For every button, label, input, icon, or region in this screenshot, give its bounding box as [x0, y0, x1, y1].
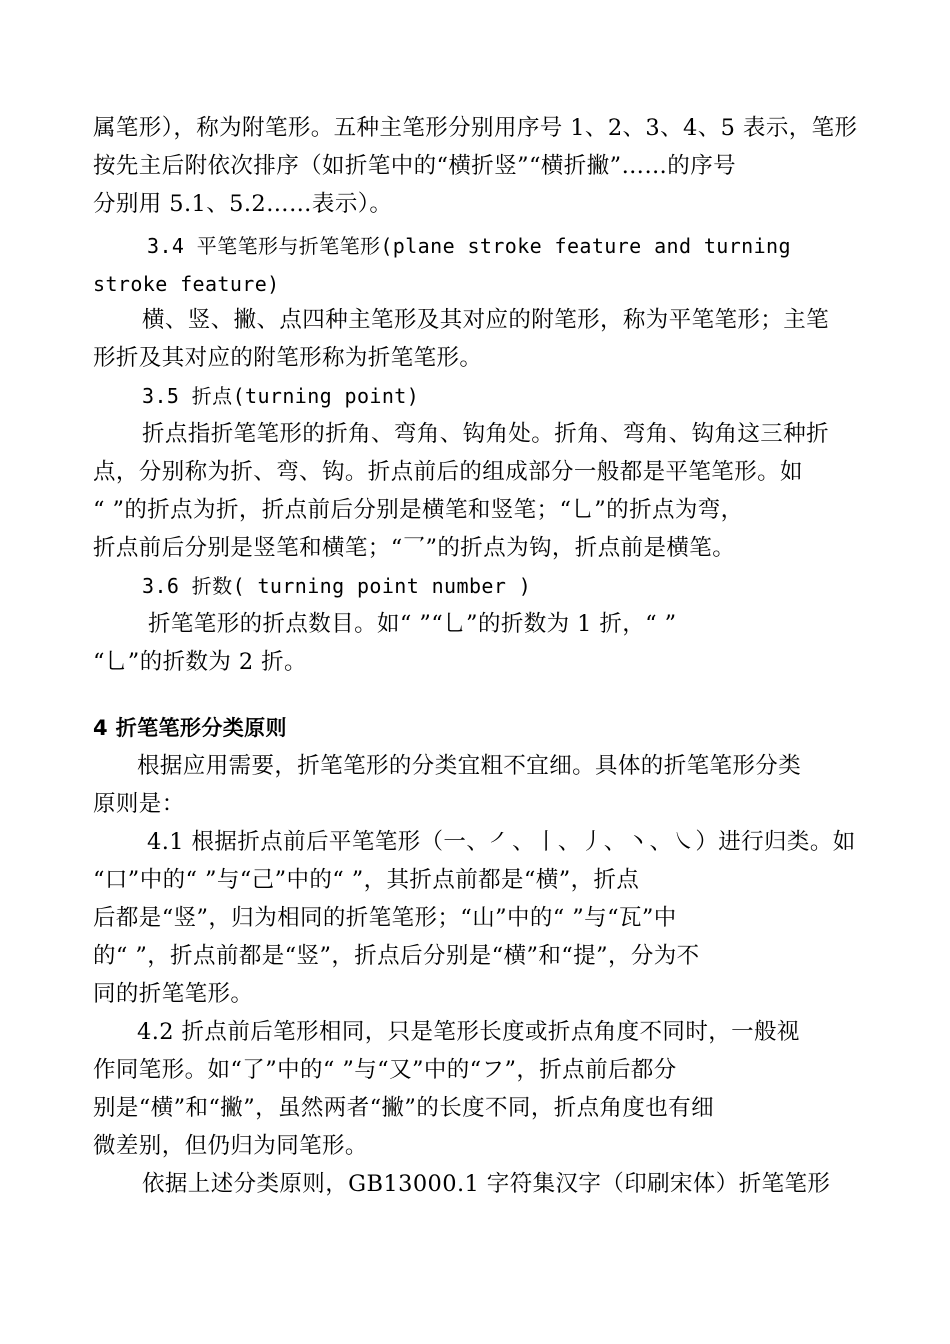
paragraph-line: 作同笔形。如“了”中的“ ”与“又”中的“フ”，折点前后都分: [93, 1057, 677, 1083]
section-heading-3-4: 3.4 平笔笔形与折笔笔形(plane stroke feature and turning: [147, 234, 791, 258]
section-heading-3-4-continued: stroke feature): [93, 272, 280, 296]
paragraph-line: 4.2 折点前后笔形相同，只是笔形长度或折点角度不同时，一般视: [137, 1019, 800, 1045]
paragraph-line: 属笔形），称为附笔形。五种主笔形分别用序号 1、2、3、4、5 表示，笔形: [93, 115, 858, 141]
paragraph-line: 原则是：: [93, 791, 185, 817]
section-heading-4: 4 折笔笔形分类原则: [93, 716, 287, 740]
paragraph-line: 折笔笔形的折点数目。如“ ”“乚”的折数为 1 折，“ ”: [148, 611, 677, 637]
section-heading-3-6: 3.6 折数( turning point number ): [142, 574, 532, 598]
section-heading-3-5: 3.5 折点(turning point): [142, 384, 420, 408]
paragraph-line: “口”中的“ ”与“己”中的“ ”，其折点前都是“横”，折点: [93, 867, 640, 893]
paragraph-line: 点，分别称为折、弯、钩。折点前后的组成部分一般都是平笔笔形。如: [93, 459, 803, 485]
paragraph-line: 4.1 根据折点前后平笔笔形（一、㇒、丨、丿、丶、㇏）进行归类。如: [147, 829, 856, 855]
paragraph-line: 折点前后分别是竖笔和横笔；“乛”的折点为钩，折点前是横笔。: [93, 535, 736, 561]
paragraph-line: 微差别，但仍归为同笔形。: [93, 1133, 368, 1159]
paragraph-line: 的“ ”，折点前都是“竖”，折点后分别是“横”和“提”，分为不: [93, 943, 700, 969]
paragraph-line: 后都是“竖”，归为相同的折笔笔形；“山”中的“ ”与“瓦”中: [93, 905, 677, 931]
paragraph-line: 折点指折笔笔形的折角、弯角、钩角处。折角、弯角、钩角这三种折: [142, 421, 830, 447]
paragraph-line: 别是“横”和“撇”，虽然两者“撇”的长度不同，折点角度也有细: [93, 1095, 715, 1121]
paragraph-line: 分别用 5.1、5.2……表示）。: [93, 191, 393, 217]
paragraph-line: 横、竖、撇、点四种主笔形及其对应的附笔形，称为平笔笔形；主笔: [142, 307, 830, 333]
paragraph-line: 形折及其对应的附笔形称为折笔笔形。: [93, 345, 483, 371]
paragraph-line: 同的折笔笔形。: [93, 981, 254, 1007]
paragraph-line: 依据上述分类原则，GB13000.1 字符集汉字（印刷宋体）折笔笔形: [142, 1171, 831, 1197]
paragraph-line: 按先主后附依次排序（如折笔中的“横折竖”“横折撇”……的序号: [93, 153, 737, 179]
paragraph-line: “ ”的折点为折，折点前后分别是横笔和竖笔；“乚”的折点为弯，: [93, 497, 744, 523]
paragraph-line: “乚”的折数为 2 折。: [93, 649, 307, 675]
paragraph-line: 根据应用需要，折笔笔形的分类宜粗不宜细。具体的折笔笔形分类: [137, 753, 802, 779]
